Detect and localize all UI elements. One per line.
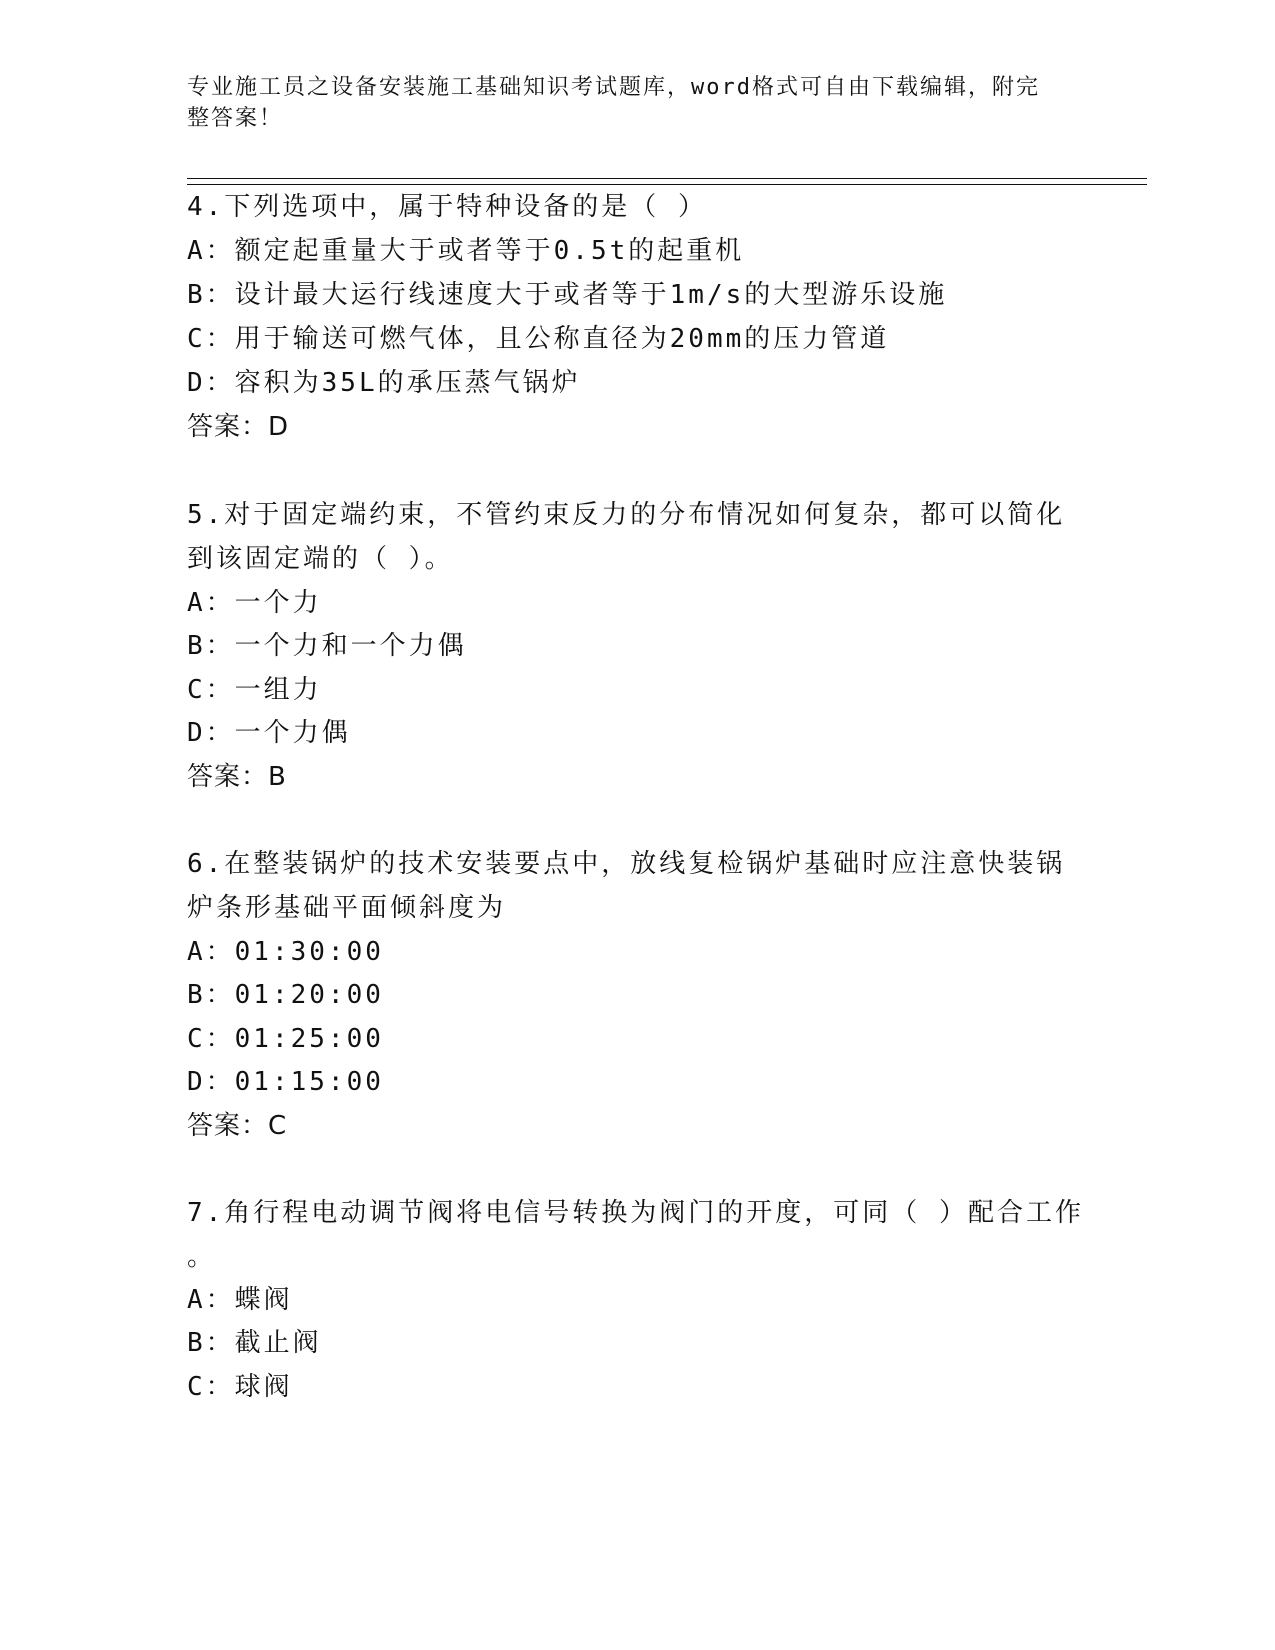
question-4-answer: 答案：D xyxy=(187,412,290,442)
question-5-stem-line-2: 到该固定端的（ ）。 xyxy=(187,544,454,574)
question-5-stem-line-1: 5.对于固定端约束，不管约束反力的分布情况如何复杂，都可以简化 xyxy=(187,500,1066,530)
question-7-option-b: B：截止阀 xyxy=(187,1328,322,1358)
question-7-option-a: A：蝶阀 xyxy=(187,1285,293,1315)
question-6-stem-line-1: 6.在整装锅炉的技术安装要点中，放线复检锅炉基础时应注意快装锅 xyxy=(187,849,1066,879)
question-6-option-c: C：01:25:00 xyxy=(187,1024,384,1054)
question-7-stem-line-1: 7.角行程电动调节阀将电信号转换为阀门的开度，可同（ ）配合工作 xyxy=(187,1198,1084,1228)
header-line-1: 专业施工员之设备安装施工基础知识考试题库，word格式可自由下载编辑，附完 xyxy=(187,75,1040,100)
question-4-stem: 4.下列选项中，属于特种设备的是（ ） xyxy=(187,192,707,222)
question-6-option-a: A：01:30:00 xyxy=(187,937,384,967)
question-5-option-d: D：一个力偶 xyxy=(187,718,351,748)
header-divider-top xyxy=(187,178,1147,179)
header-divider-bottom xyxy=(187,184,1147,185)
header-line-2: 整答案！ xyxy=(187,106,284,131)
question-6-stem-line-2: 炉条形基础平面倾斜度为 xyxy=(187,893,507,923)
question-4-option-d: D：容积为35L的承压蒸气锅炉 xyxy=(187,368,581,398)
question-4-option-a: A：额定起重量大于或者等于0.5t的起重机 xyxy=(187,236,745,266)
question-6-answer: 答案：C xyxy=(187,1111,288,1141)
document-header xyxy=(187,72,1087,134)
question-4-option-b: B：设计最大运行线速度大于或者等于1m/s的大型游乐设施 xyxy=(187,280,948,310)
question-7-option-c: C：球阀 xyxy=(187,1372,293,1402)
question-5-answer: 答案：B xyxy=(187,762,287,792)
question-5-option-b: B：一个力和一个力偶 xyxy=(187,631,467,661)
question-6-option-d: D：01:15:00 xyxy=(187,1067,384,1097)
question-6-option-b: B：01:20:00 xyxy=(187,980,384,1010)
question-4-option-c: C：用于输送可燃气体，且公称直径为20mm的压力管道 xyxy=(187,324,890,354)
question-5-option-a: A：一个力 xyxy=(187,588,322,618)
question-7-stem-line-2: 。 xyxy=(187,1242,217,1272)
question-5-option-c: C：一组力 xyxy=(187,675,322,705)
